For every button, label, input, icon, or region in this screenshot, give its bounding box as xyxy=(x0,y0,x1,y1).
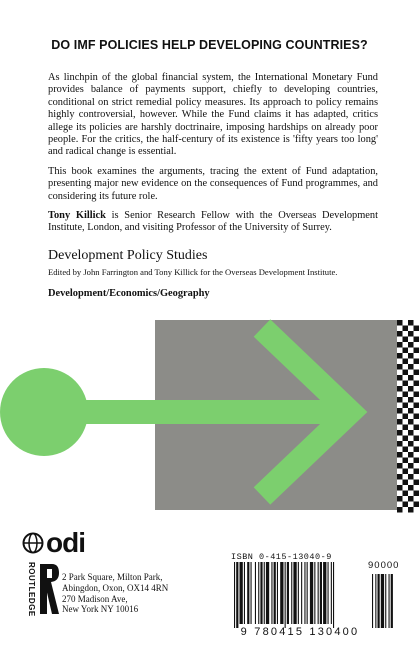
checker-square xyxy=(408,408,414,414)
barcode-bar xyxy=(258,562,259,624)
barcode-bar xyxy=(333,562,334,628)
checker-square xyxy=(414,370,419,376)
barcode-addon-bar xyxy=(372,574,373,628)
address-line: 270 Madison Ave, xyxy=(62,593,128,604)
barcode-bar xyxy=(331,562,332,624)
barcode-bar xyxy=(310,562,313,624)
checker-square xyxy=(403,414,409,420)
checker-square xyxy=(414,469,419,475)
barcode-bar xyxy=(318,562,319,624)
barcode-bar xyxy=(247,562,249,624)
checker-square xyxy=(414,480,419,486)
checker-square xyxy=(414,491,419,497)
checker-square xyxy=(397,331,403,337)
barcode-bar xyxy=(266,562,269,624)
checker-square xyxy=(397,397,403,403)
barcode-bar xyxy=(314,562,315,624)
barcode-bar xyxy=(260,562,262,624)
checker-square xyxy=(414,447,419,453)
blurb-paragraph-2: This book examines the arguments, tracing the extent of Fund adaptation, presenting major new evidence on the consequences of Fund programmes, and considering its future role. xyxy=(48,165,378,202)
checker-square xyxy=(397,485,403,491)
author-name: Tony Killick xyxy=(48,210,106,222)
checker-square xyxy=(397,463,403,469)
barcode-bar xyxy=(240,562,243,624)
routledge-wordmark xyxy=(15,560,35,620)
barcode-bar xyxy=(277,562,278,624)
checker-square xyxy=(408,474,414,480)
checker-square xyxy=(414,425,419,431)
barcode-bar xyxy=(251,562,252,624)
author-bio-text: is Senior Research Fellow with the Overseas Development Institute, London, and visiting Professor of the University of Surrey. xyxy=(48,210,378,234)
checker-square xyxy=(403,359,409,365)
checker-square xyxy=(403,326,409,332)
checker-square xyxy=(408,441,414,447)
checker-square xyxy=(397,342,403,348)
blurb xyxy=(48,72,378,242)
checker-square xyxy=(397,474,403,480)
isbn: ISBN 0-415-13040-9 xyxy=(231,552,332,562)
barcode-addon-bar xyxy=(385,574,386,628)
odi-logo xyxy=(22,527,85,559)
ean-barcode xyxy=(232,562,400,628)
checker-square xyxy=(414,359,419,365)
checker-square xyxy=(397,320,403,326)
barcode-bar xyxy=(264,562,265,624)
barcode-addon-bar xyxy=(391,574,393,628)
barcode-bar xyxy=(274,562,276,624)
checker-square xyxy=(397,452,403,458)
checker-square xyxy=(408,485,414,491)
checker-square xyxy=(397,419,403,425)
address-line: 2 Park Square, Milton Park, xyxy=(62,572,163,582)
checker-square xyxy=(414,348,419,354)
headline: DO IMF POLICIES HELP DEVELOPING COUNTRIES? xyxy=(51,38,368,52)
checker-square xyxy=(408,496,414,502)
checker-square xyxy=(397,364,403,370)
barcode-bar xyxy=(236,562,238,628)
checker-strip xyxy=(397,320,419,510)
checker-square xyxy=(397,496,403,502)
checker-square xyxy=(397,375,403,381)
barcode-bar xyxy=(285,562,286,628)
checker-square xyxy=(403,436,409,442)
checker-square xyxy=(408,419,414,425)
barcode-bar xyxy=(304,562,305,624)
barcode-bar xyxy=(287,562,289,624)
checker-square xyxy=(408,507,414,513)
barcode-bar xyxy=(255,562,256,624)
checker-square xyxy=(403,348,409,354)
checker-square xyxy=(414,436,419,442)
checker-square xyxy=(397,386,403,392)
checker-square xyxy=(403,447,409,453)
series-title: Development Policy Studies xyxy=(48,248,208,263)
routledge-label: ROUTLEDGE xyxy=(27,562,36,617)
green-arrow-shaft xyxy=(44,400,349,424)
routledge-logo-icon xyxy=(38,562,60,616)
checker-square xyxy=(408,331,414,337)
barcode-addon-bar xyxy=(381,574,384,628)
barcode-bar xyxy=(291,562,292,624)
checker-square xyxy=(397,353,403,359)
odi-logo-text: odi xyxy=(46,527,85,558)
blurb-paragraph-1: As linchpin of the global financial system, the International Monetary Fund provides balance of payments support, chiefly to developing countries, conditional on strict remedial policy measures. Its approach to policy remains highly controversial, however. While the Fund claims it has adapted, critics allege its policies are harshly doctrinaire, imposing hardships on already poor people. For the critics, the half-century of its existence is 'fifty years too long' and radical change is essential. xyxy=(48,72,378,158)
checker-square xyxy=(403,425,409,431)
checker-square xyxy=(414,392,419,398)
checker-square xyxy=(403,491,409,497)
address-line: New York NY 10016 xyxy=(62,604,139,615)
checker-square xyxy=(414,502,419,508)
checker-square xyxy=(397,507,403,513)
checker-square xyxy=(403,502,409,508)
checker-square xyxy=(414,458,419,464)
checker-square xyxy=(408,452,414,458)
barcode-bar xyxy=(320,562,322,624)
series-editors: Edited by John Farrington and Tony Killick for the Overseas Development Institute. xyxy=(48,267,338,277)
barcode-bar xyxy=(323,562,326,624)
checker-square xyxy=(408,463,414,469)
checker-square xyxy=(408,430,414,436)
checker-square xyxy=(403,337,409,343)
checker-square xyxy=(414,381,419,387)
checker-square xyxy=(403,458,409,464)
checker-square xyxy=(414,414,419,420)
checker-square xyxy=(397,408,403,414)
address-line: Abingdon, Oxon, OX14 4RN xyxy=(62,582,169,593)
checker-square xyxy=(408,342,414,348)
checker-square xyxy=(408,364,414,370)
publisher-address xyxy=(62,572,168,615)
checker-square xyxy=(414,326,419,332)
barcode-bar xyxy=(307,562,308,624)
barcode-addon-bar xyxy=(375,574,376,628)
checker-square xyxy=(408,353,414,359)
author-bio xyxy=(48,210,378,235)
barcode-bar xyxy=(293,562,296,624)
checker-square xyxy=(403,469,409,475)
checker-square xyxy=(403,370,409,376)
checker-square xyxy=(414,337,419,343)
checker-square xyxy=(403,392,409,398)
globe-icon xyxy=(22,532,44,554)
barcode-bar xyxy=(271,562,272,624)
checker-square xyxy=(403,480,409,486)
checker-square xyxy=(414,403,419,409)
checker-square xyxy=(397,430,403,436)
subject-categories: Development/Economics/Geography xyxy=(48,288,210,299)
checker-square xyxy=(408,320,414,326)
barcode-bar xyxy=(280,562,283,624)
checker-square xyxy=(408,397,414,403)
barcode-bar xyxy=(301,562,302,624)
checker-square xyxy=(397,441,403,447)
checker-square xyxy=(408,386,414,392)
price-code: 90000 xyxy=(368,560,400,571)
ean-digits: 9 780415 130400 xyxy=(240,626,360,638)
checker-square xyxy=(403,403,409,409)
checker-square xyxy=(403,381,409,387)
checker-square xyxy=(408,375,414,381)
barcode-bar xyxy=(298,562,299,624)
barcode-addon-bar xyxy=(389,574,390,628)
barcode-bar xyxy=(328,562,329,624)
barcode-bar xyxy=(244,562,245,624)
barcode-bar xyxy=(234,562,235,628)
arrow-graphic xyxy=(0,320,419,510)
barcode-addon-bar xyxy=(378,574,380,628)
